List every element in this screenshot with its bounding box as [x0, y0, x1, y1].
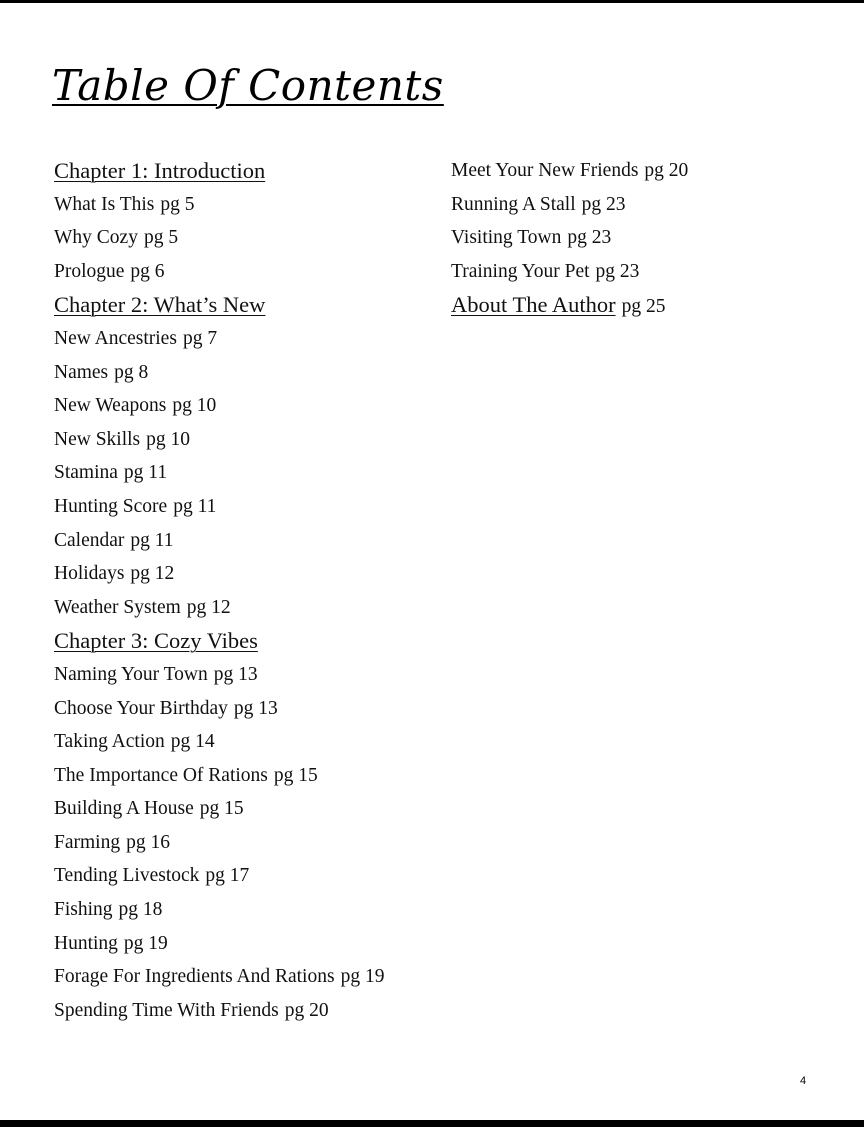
- toc-entry: [54, 255, 384, 289]
- toc-entry-title: Tending Livestock: [54, 865, 200, 887]
- toc-entry-title: Why Cozy: [54, 227, 138, 249]
- toc-entry: [54, 490, 384, 524]
- toc-entry-page: pg 5: [143, 227, 179, 249]
- toc-entry: [54, 692, 384, 726]
- toc-entry: [54, 859, 384, 893]
- toc-entry-title: Hunting: [54, 932, 118, 954]
- toc-entry-page: pg 10: [172, 395, 217, 417]
- toc-entry: [54, 792, 384, 826]
- toc-right-column: [451, 154, 688, 322]
- page-title: Table Of Contents: [52, 61, 444, 110]
- toc-entry-title: Farming: [54, 831, 121, 853]
- toc-entry-title: Training Your Pet: [451, 260, 590, 282]
- toc-entry-page: pg 5: [160, 193, 195, 215]
- toc-chapter-heading: [54, 288, 384, 322]
- toc-entry-title: Running A Stall: [451, 193, 576, 215]
- toc-entry: [451, 255, 688, 289]
- toc-entry-title: Taking Action: [54, 731, 165, 753]
- toc-entry-page: pg 13: [213, 663, 258, 685]
- toc-entry-page: pg 16: [126, 831, 170, 853]
- toc-entry-page: pg 12: [130, 563, 175, 585]
- toc-entry-page: pg 20: [284, 999, 329, 1021]
- toc-entry-page: pg 18: [118, 899, 163, 921]
- toc-entry: [54, 356, 384, 390]
- toc-entry: [54, 591, 384, 625]
- toc-entry-page: pg 15: [199, 798, 244, 820]
- toc-entry-page: pg 11: [123, 462, 168, 484]
- bottom-border: [0, 1120, 864, 1127]
- toc-entry-title: Spending Time With Friends: [54, 999, 279, 1021]
- toc-entry-title: Chapter 2: What’s New: [54, 292, 266, 318]
- toc-entry-page: pg 7: [182, 327, 218, 349]
- toc-entry-page: pg 19: [123, 932, 168, 954]
- toc-entry: [54, 221, 384, 255]
- toc-entry-page: pg 12: [186, 596, 231, 618]
- toc-chapter-heading: [54, 624, 384, 658]
- toc-entry-page: pg 23: [581, 193, 626, 215]
- toc-entry-page: pg 6: [130, 260, 165, 282]
- toc-entry: [54, 725, 384, 759]
- toc-entry-page: pg 17: [205, 865, 250, 887]
- top-border: [0, 0, 864, 3]
- toc-entry-page: pg 8: [114, 361, 149, 383]
- toc-entry-page: pg 11: [173, 495, 217, 517]
- toc-entry-title: Calendar: [54, 529, 125, 551]
- toc-entry: [54, 994, 384, 1028]
- toc-entry: [54, 826, 384, 860]
- toc-entry-title: Forage For Ingredients And Rations: [54, 966, 335, 988]
- toc-entry: [54, 557, 384, 591]
- toc-entry-page: pg 20: [644, 160, 689, 181]
- toc-entry-title: Hunting Score: [54, 495, 168, 517]
- toc-left-column: [54, 154, 384, 1027]
- toc-entry-title: New Skills: [54, 428, 141, 450]
- toc-entry-title: The Importance Of Rations: [54, 764, 268, 786]
- toc-entry-title: Naming Your Town: [54, 663, 208, 685]
- toc-entry-title: Fishing: [54, 899, 113, 921]
- toc-entry-title: Meet Your New Friends: [451, 160, 639, 181]
- toc-entry-title: Holidays: [54, 563, 125, 585]
- toc-entry: [54, 759, 384, 793]
- toc-entry-title: Chapter 3: Cozy Vibes: [54, 628, 258, 654]
- toc-entry-page: pg 23: [595, 260, 640, 282]
- toc-entry-page: pg 19: [340, 966, 385, 988]
- toc-entry-title: New Ancestries: [54, 327, 177, 349]
- toc-entry-title: About The Author: [451, 292, 616, 318]
- toc-entry-title: Building A House: [54, 798, 194, 820]
- toc-entry-title: New Weapons: [54, 395, 167, 417]
- toc-entry-page: pg 25: [621, 296, 666, 318]
- toc-entry: [54, 423, 384, 457]
- toc-entry-title: Names: [54, 361, 109, 383]
- toc-entry-page: pg 14: [170, 731, 215, 753]
- toc-entry: [54, 927, 384, 961]
- toc-entry-page: pg 13: [233, 697, 278, 719]
- toc-chapter-heading: [451, 288, 688, 322]
- toc-entry-page: pg 15: [273, 764, 318, 786]
- toc-entry-title: Weather System: [54, 596, 181, 618]
- toc-entry: [451, 221, 688, 255]
- toc-entry: [451, 154, 688, 188]
- toc-entry-page: pg 11: [130, 529, 174, 551]
- toc-entry: [54, 456, 384, 490]
- toc-entry: [54, 389, 384, 423]
- toc-entry: [54, 960, 384, 994]
- toc-entry: [54, 322, 384, 356]
- toc-entry-title: Visiting Town: [451, 227, 562, 249]
- toc-entry: [54, 188, 384, 222]
- toc-chapter-heading: [54, 154, 384, 188]
- toc-entry: [54, 524, 384, 558]
- toc-entry: [54, 658, 384, 692]
- toc-entry-title: Chapter 1: Introduction: [54, 158, 266, 183]
- toc-entry: [54, 893, 384, 927]
- page-number: 4: [800, 1075, 807, 1087]
- toc-entry-title: Prologue: [54, 260, 125, 282]
- toc-entry: [451, 188, 688, 222]
- toc-entry-title: Choose Your Birthday: [54, 697, 228, 719]
- toc-entry-title: What Is This: [54, 193, 155, 215]
- toc-entry-title: Stamina: [54, 462, 118, 484]
- toc-entry-page: pg 23: [567, 227, 612, 249]
- toc-entry-page: pg 10: [146, 428, 191, 450]
